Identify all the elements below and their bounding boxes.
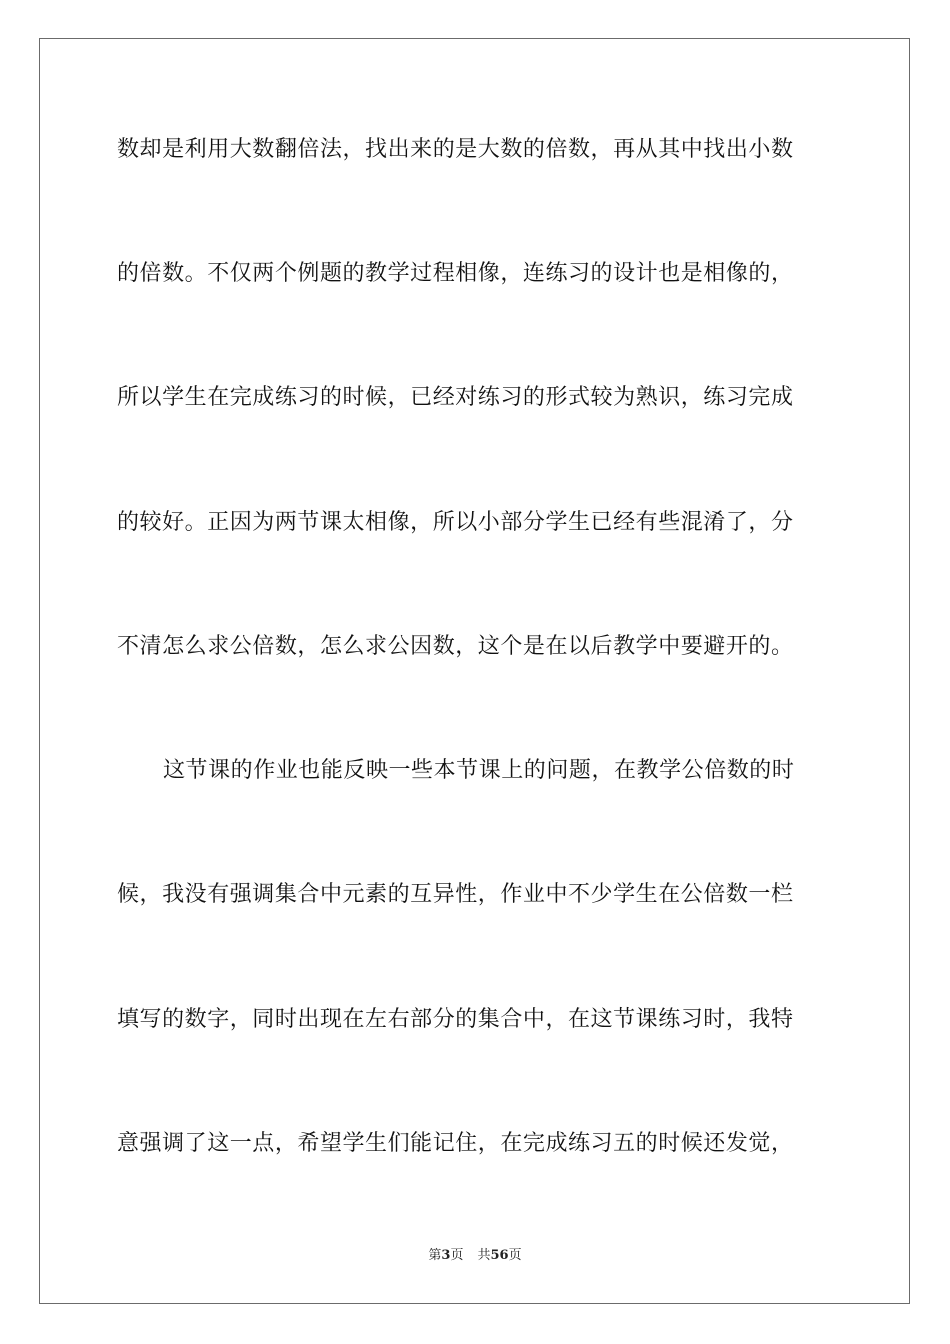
text-line: 的较好。正因为两节课太相像，所以小部分学生已经有些混淆了，分 [117, 510, 794, 535]
text-line: 候，我没有强调集合中元素的互异性，作业中不少学生在公倍数一栏 [117, 882, 794, 907]
total-prefix: 共 [477, 1248, 491, 1263]
text-line: 所以学生在完成练习的时候，已经对练习的形式较为熟识，练习完成 [117, 385, 794, 410]
page-prefix: 第 [428, 1248, 442, 1263]
text-line: 意强调了这一点，希望学生们能记住，在完成练习五的时候还发觉， [117, 1131, 794, 1156]
page-footer [0, 1246, 950, 1266]
page-suffix: 页 [450, 1248, 464, 1263]
paragraph-start-line: 这节课的作业也能反映一些本节课上的问题，在教学公倍数的时 [163, 758, 795, 783]
text-line: 数却是利用大数翻倍法，找出来的是大数的倍数，再从其中找出小数 [117, 137, 794, 162]
page-number: 3 [441, 1248, 451, 1263]
text-line: 的倍数。不仅两个例题的教学过程相像，连练习的设计也是相像的， [117, 261, 794, 286]
total-suffix: 页 [508, 1248, 522, 1263]
total-pages: 56 [490, 1248, 509, 1263]
page-border [39, 38, 910, 1304]
text-line: 不清怎么求公倍数，怎么求公因数，这个是在以后教学中要避开的。 [117, 634, 794, 659]
text-line: 填写的数字，同时出现在左右部分的集合中，在这节课练习时，我特 [117, 1007, 794, 1032]
